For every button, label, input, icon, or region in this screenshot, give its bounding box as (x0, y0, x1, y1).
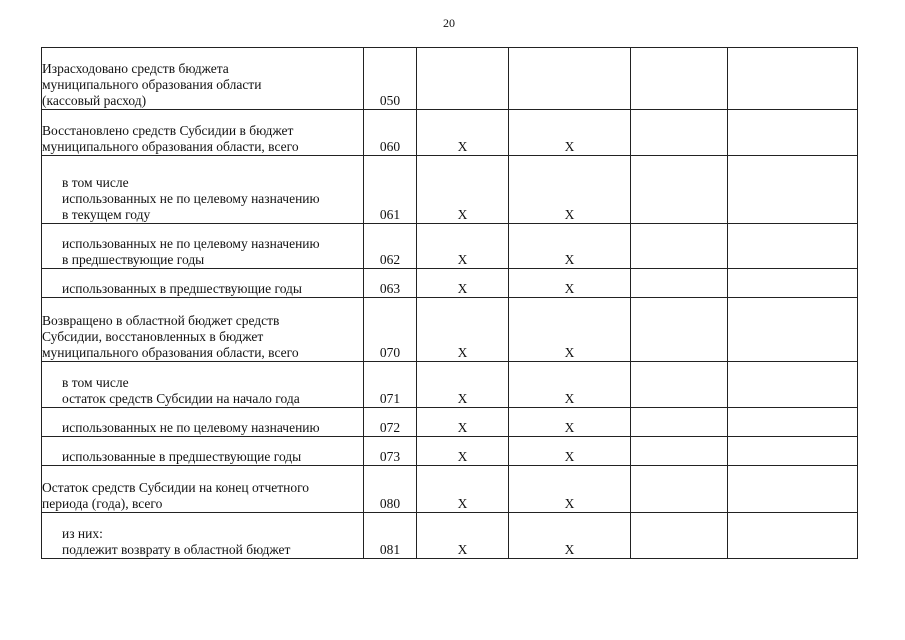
cell-col6 (728, 156, 858, 224)
table-row (42, 466, 858, 513)
report-table-body (42, 48, 858, 559)
row-label-line: использованных не по целевому назначению (62, 236, 320, 251)
row-label-line: периода (года), всего (42, 496, 163, 511)
table-row (42, 362, 858, 408)
cell-col6 (728, 269, 858, 298)
cell-col5 (631, 466, 728, 513)
cell-col4: Х (509, 362, 631, 408)
cell-col4: Х (509, 269, 631, 298)
row-label (42, 408, 364, 437)
row-label (42, 437, 364, 466)
cell-col6 (728, 466, 858, 513)
row-code: 060 (364, 110, 417, 156)
cell-col6 (728, 224, 858, 269)
row-label-line: Возвращено в областной бюджет средств (42, 313, 280, 328)
row-label (42, 269, 364, 298)
cell-col5 (631, 513, 728, 559)
row-label-line: муниципального образования области, всего (42, 345, 299, 360)
cell-col6 (728, 513, 858, 559)
row-label (42, 362, 364, 408)
cell-col3: Х (417, 466, 509, 513)
cell-col4: Х (509, 156, 631, 224)
cell-col3 (417, 48, 509, 110)
row-label (42, 48, 364, 110)
table-row (42, 437, 858, 466)
cell-col5 (631, 362, 728, 408)
row-label-line: в том числе (62, 175, 129, 190)
cell-col3: Х (417, 437, 509, 466)
cell-col5 (631, 298, 728, 362)
row-code: 071 (364, 362, 417, 408)
cell-col3: Х (417, 110, 509, 156)
cell-col6 (728, 110, 858, 156)
row-code: 070 (364, 298, 417, 362)
row-label-line: Остаток средств Субсидии на конец отчетного (42, 480, 310, 495)
row-label-line: остаток средств Субсидии на начало года (62, 391, 300, 406)
row-label (42, 224, 364, 269)
cell-col5 (631, 110, 728, 156)
row-code: 073 (364, 437, 417, 466)
cell-col3: Х (417, 224, 509, 269)
table-row (42, 298, 858, 362)
cell-col4: Х (509, 224, 631, 269)
cell-col5 (631, 408, 728, 437)
cell-col6 (728, 48, 858, 110)
cell-col5 (631, 156, 728, 224)
table-row (42, 48, 858, 110)
row-label-line: из них: (62, 526, 103, 541)
cell-col4: Х (509, 466, 631, 513)
row-label (42, 110, 364, 156)
table-row (42, 513, 858, 559)
cell-col5 (631, 269, 728, 298)
row-label-line: использованных в предшествующие годы (62, 281, 303, 296)
row-label-line: Восстановлено средств Субсидии в бюджет (42, 123, 294, 138)
row-code: 062 (364, 224, 417, 269)
row-label-line: в том числе (62, 375, 129, 390)
cell-col6 (728, 437, 858, 466)
row-code: 072 (364, 408, 417, 437)
row-label-line: использованных не по целевому назначению (62, 191, 320, 206)
cell-col3: Х (417, 408, 509, 437)
table-row (42, 110, 858, 156)
report-table (41, 47, 858, 559)
row-label-line: использованные в предшествующие годы (62, 449, 302, 464)
row-label-line: в текущем году (62, 207, 151, 222)
row-label-line: Израсходовано средств бюджета (42, 61, 229, 76)
table-row (42, 224, 858, 269)
table-row (42, 156, 858, 224)
table-row (42, 408, 858, 437)
cell-col3: Х (417, 362, 509, 408)
row-label-line: Субсидии, восстановленных в бюджет (42, 329, 264, 344)
cell-col4: Х (509, 110, 631, 156)
table-row (42, 269, 858, 298)
row-label (42, 298, 364, 362)
cell-col5 (631, 224, 728, 269)
row-label-line: муниципального образования области, всего (42, 139, 299, 154)
cell-col3: Х (417, 298, 509, 362)
cell-col6 (728, 298, 858, 362)
cell-col3: Х (417, 269, 509, 298)
page-number: 20 (443, 16, 455, 30)
cell-col4: Х (509, 437, 631, 466)
cell-col4: Х (509, 298, 631, 362)
cell-col5 (631, 48, 728, 110)
cell-col5 (631, 437, 728, 466)
row-code: 061 (364, 156, 417, 224)
cell-col6 (728, 362, 858, 408)
cell-col6 (728, 408, 858, 437)
row-code: 080 (364, 466, 417, 513)
row-label-line: в предшествующие годы (62, 252, 205, 267)
row-label-line: использованных не по целевому назначению (62, 420, 320, 435)
row-code: 063 (364, 269, 417, 298)
row-label (42, 156, 364, 224)
cell-col4: Х (509, 408, 631, 437)
cell-col4 (509, 48, 631, 110)
row-label-line: (кассовый расход) (42, 93, 147, 108)
row-label (42, 466, 364, 513)
row-label-line: муниципального образования области (42, 77, 262, 92)
cell-col3: Х (417, 513, 509, 559)
row-code: 081 (364, 513, 417, 559)
row-code: 050 (364, 48, 417, 110)
cell-col3: Х (417, 156, 509, 224)
row-label (42, 513, 364, 559)
row-label-line: подлежит возврату в областной бюджет (62, 542, 291, 557)
cell-col4: Х (509, 513, 631, 559)
